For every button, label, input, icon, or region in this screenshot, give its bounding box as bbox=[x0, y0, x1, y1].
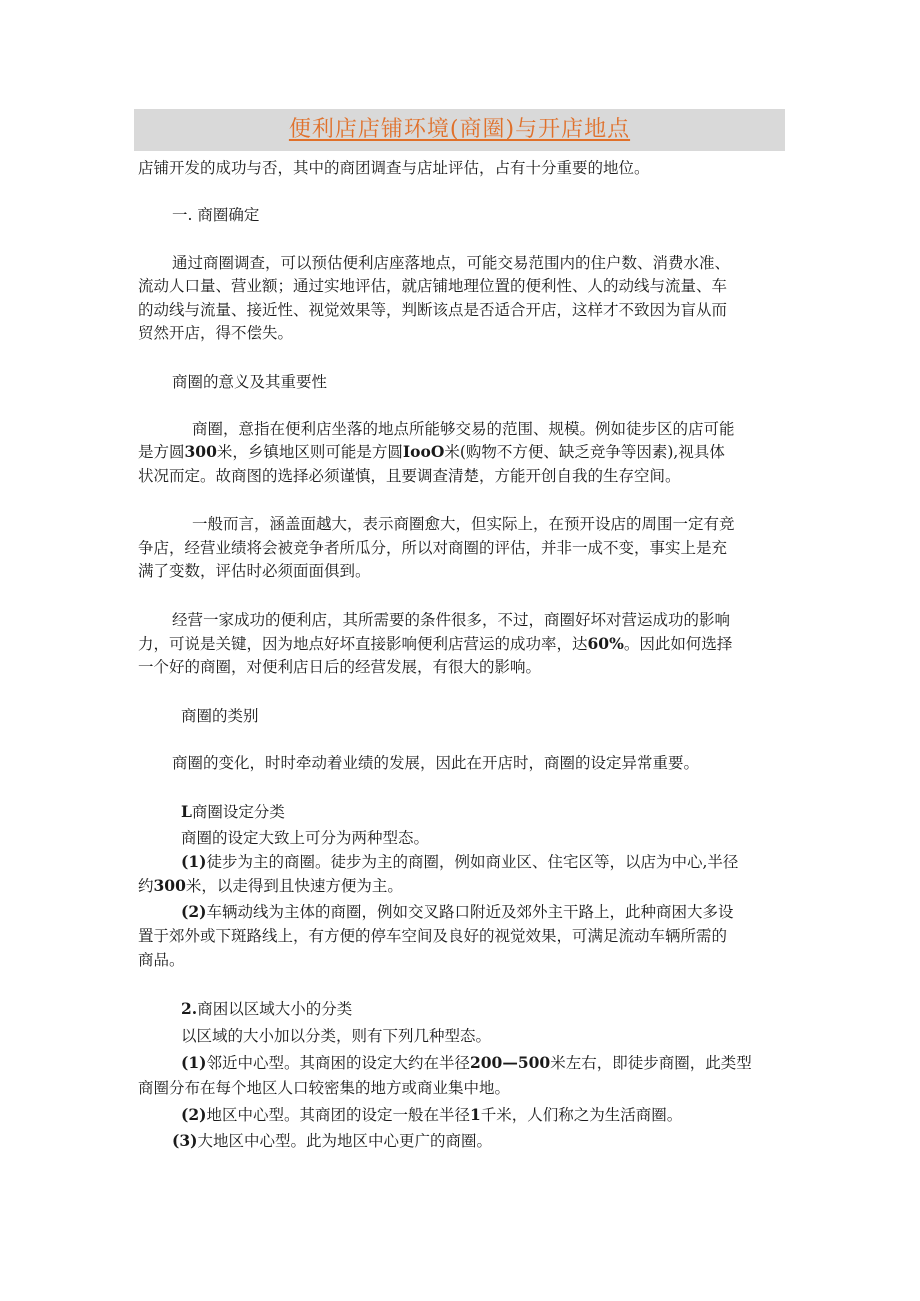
list-item-continued: 约300米，以走得到且快速方便为主。 bbox=[138, 876, 403, 895]
list-item: (3)大地区中心型。此为地区中心更广的商圈。 bbox=[172, 1131, 492, 1150]
heading-meaning: 商圈的意义及其重要性 bbox=[172, 373, 328, 391]
paragraph-line: 是方圆300米，乡镇地区则可能是方圆IooO米(购物不方便、缺乏竞争等因素),视具体 bbox=[138, 442, 725, 461]
title-banner bbox=[134, 109, 785, 151]
paragraph-line: 经营一家成功的便利店，其所需要的条件很多，不过，商圈好坏对营运成功的影响 bbox=[172, 611, 731, 629]
paragraph-line: 通过商圈调查，可以预估便利店座落地点，可能交易范围内的住户数、消费水准、 bbox=[172, 254, 731, 272]
subsection-heading: 2.商困以区域大小的分类 bbox=[181, 999, 353, 1018]
list-item-continued: 商圈分布在每个地区人口较密集的地方或商业集中地。 bbox=[138, 1079, 511, 1097]
list-item: (2)地区中心型。其商团的设定一般在半径1千米，人们称之为生活商圈。 bbox=[181, 1105, 683, 1124]
paragraph-line: 以区域的大小加以分类，则有下列几种型态。 bbox=[181, 1027, 492, 1045]
paragraph-line: 贸然开店，得不偿失。 bbox=[138, 324, 294, 342]
paragraph-line: 商圈的设定大致上可分为两种型态。 bbox=[181, 829, 430, 847]
list-item: (1)徒步为主的商圈。徒步为主的商圈，例如商业区、住宅区等，以店为中心,半径 bbox=[181, 852, 739, 871]
list-item: (2)车辆动线为主体的商圈，例如交叉路口附近及郊外主干路上，此种商困大多设 bbox=[181, 902, 734, 921]
paragraph-line: 状况而定。故商图的选择必须谨慎，且要调查清楚，方能开创自我的生存空间。 bbox=[138, 467, 681, 485]
paragraph-line: 力，可说是关键，因为地点好坏直接影响便利店营运的成功率，达60%。因此如何选择 bbox=[138, 634, 733, 653]
paragraph-line: 的动线与流量、接近性、视觉效果等，判断该点是否适合开店，这样才不致因为盲从而 bbox=[138, 301, 728, 319]
paragraph-line: 商圈的变化，时时牵动着业绩的发展，因此在开店时，商圈的设定异常重要。 bbox=[172, 754, 700, 772]
document-title: 便利店店铺环境(商圈)与开店地点 bbox=[288, 117, 631, 142]
intro-paragraph: 店铺开发的成功与否，其中的商团调查与店址评估，占有十分重要的地位。 bbox=[138, 159, 650, 177]
paragraph-line: 流动人口量、营业额；通过实地评估，就店铺地理位置的便利性、人的动线与流量、车 bbox=[138, 277, 728, 295]
subsection-heading: L商圈设定分类 bbox=[181, 802, 285, 821]
paragraph-line: 满了变数，评估时必须面面俱到。 bbox=[138, 562, 371, 580]
list-item-continued: 商品。 bbox=[138, 951, 185, 969]
paragraph-line: 商圈，意指在便利店坐落的地点所能够交易的范围、规模。例如徒步区的店可能 bbox=[192, 420, 735, 438]
paragraph-line: 争店，经营业绩将会被竞争者所瓜分，所以对商圈的评估，并非一成不变，事实上是充 bbox=[138, 539, 728, 557]
paragraph-line: 一个好的商圈，对便利店日后的经营发展，有很大的影响。 bbox=[138, 658, 542, 676]
list-item-continued: 置于郊外或下斑路线上，有方便的停车空间及良好的视觉效果，可满足流动车辆所需的 bbox=[138, 927, 728, 945]
heading-types: 商圈的类别 bbox=[181, 707, 259, 725]
paragraph-line: 一般而言，涵盖面越大，表示商圈愈大，但实际上，在预开设店的周围一定有竞 bbox=[192, 515, 735, 533]
section-heading-trade-area: 一. 商圈确定 bbox=[172, 206, 260, 224]
list-item: (1)邻近中心型。其商困的设定大约在半径200—500米左右，即徒步商圈，此类型 bbox=[181, 1053, 752, 1072]
